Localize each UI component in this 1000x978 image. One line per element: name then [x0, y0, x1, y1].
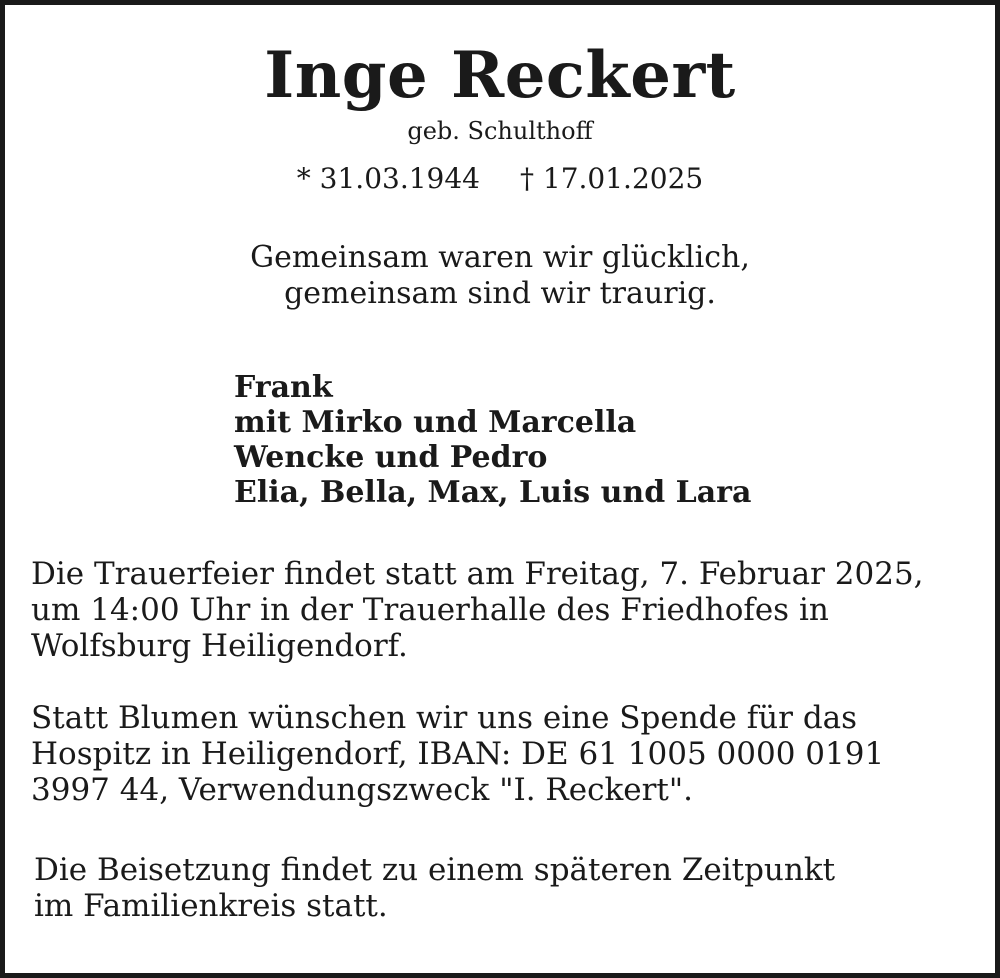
birth-date: * 31.03.1944 [296, 162, 480, 195]
death-date: † 17.01.2025 [520, 162, 704, 195]
mourner-line: mit Mirko und Marcella [234, 405, 637, 440]
mourner-line: Frank [234, 370, 333, 405]
text-line: Die Beisetzung findet zu einem späteren Zeitpunkt [34, 852, 836, 888]
text-line: Wolfsburg Heiligendorf. [31, 628, 408, 664]
funeral-service-info [31, 556, 924, 664]
deceased-name: Inge Reckert [264, 38, 736, 113]
mourner-line: Wencke und Pedro [234, 440, 548, 475]
quote-line: Gemeinsam waren wir glücklich, [250, 240, 750, 275]
life-dates [0, 160, 1000, 198]
text-line: Hospitz in Heiligendorf, IBAN: DE 61 1005 0000 0191 [31, 736, 885, 772]
text-line: um 14:00 Uhr in der Trauerhalle des Friedhofes in [31, 592, 829, 628]
text-line: Die Trauerfeier findet statt am Freitag, 7. Februar 2025, [31, 556, 924, 592]
text-line: Statt Blumen wünschen wir uns eine Spende für das [31, 700, 858, 736]
mourners-list [234, 370, 751, 510]
text-line: im Familienkreis statt. [34, 888, 388, 924]
burial-info [34, 852, 835, 924]
quote-line: gemeinsam sind wir traurig. [284, 276, 716, 311]
mourner-line: Elia, Bella, Max, Luis und Lara [234, 475, 752, 510]
donation-info [31, 700, 884, 808]
maiden-name: geb. Schulthoff [407, 117, 593, 145]
text-line: 3997 44, Verwendungszweck "I. Reckert". [31, 772, 693, 808]
memorial-quote [0, 240, 1000, 312]
